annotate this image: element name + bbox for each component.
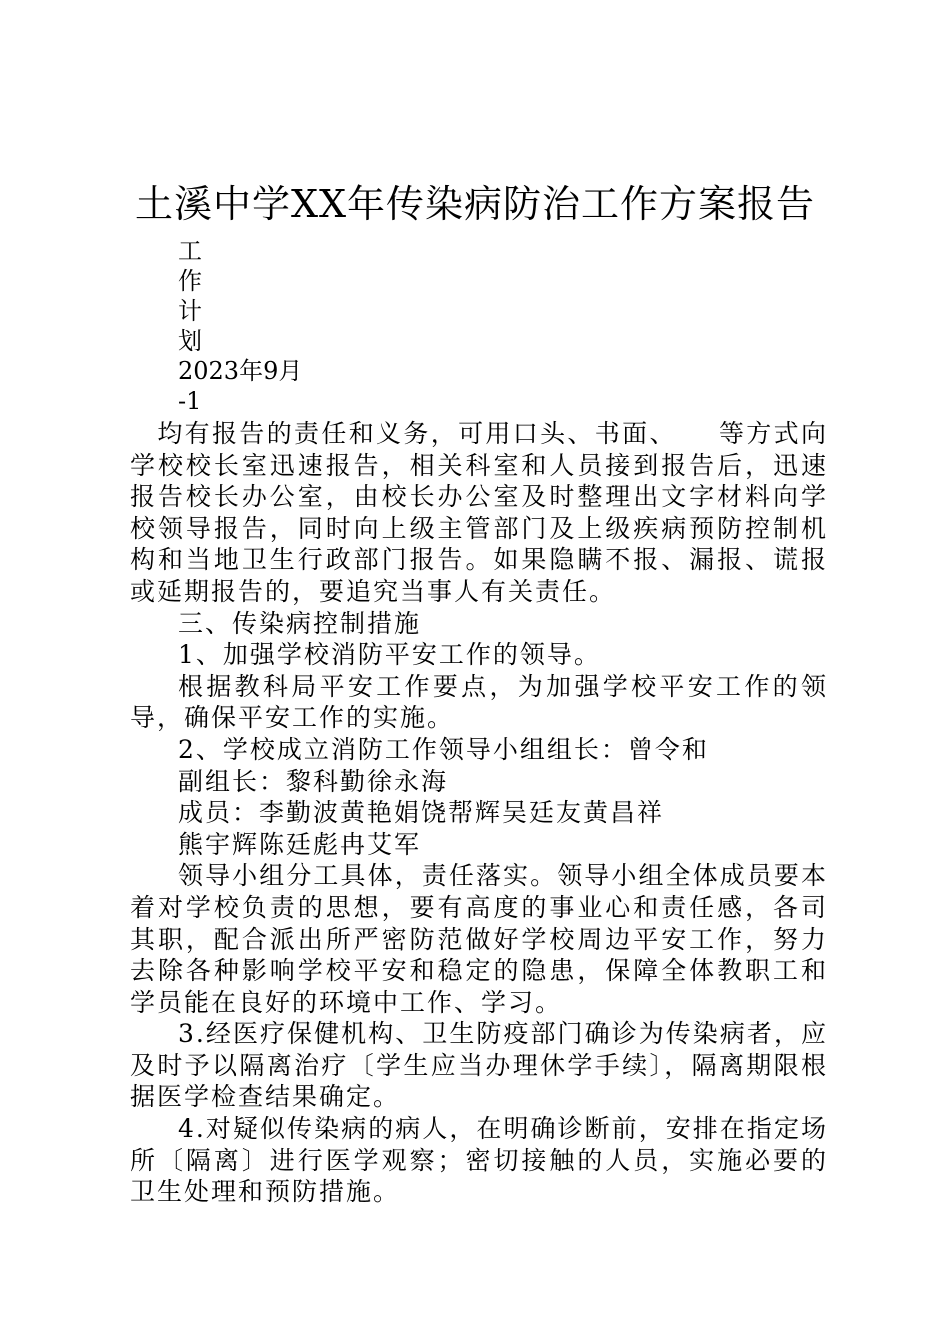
paragraph: 均有报告的责任和义务，可用口头、书面、 等方式向学校校长室迅速报告，相关科室和人员接到报告后，迅速报告校长办公室，由校长办公室及时整理出文字材料向学校领导报告，同时向上级主管部门及上级疾病预防控制机构和当地卫生行政部门报告。如果隐瞒不报、漏报、谎报或延期报告的，要追究当事人有关责任。: [130, 419, 828, 606]
paragraph: 熊宇辉陈廷彪冉艾军: [178, 829, 422, 859]
meta-line: 划: [178, 327, 202, 355]
section-heading: 三、传染病控制措施: [178, 608, 422, 638]
meta-line: 计: [178, 297, 202, 325]
document-title: 土溪中学XX年传染病防治工作方案报告: [134, 182, 816, 226]
paragraph: 领导小组分工具体，责任落实。领导小组全体成员要本着对学校负责的思想，要有高度的事业心和责任感，各司其职，配合派出所严密防范做好学校周边平安工作，努力去除各种影响学校平安和稳定的隐患，保障全体教职工和学员能在良好的环境中工作、学习。: [130, 861, 828, 1017]
meta-line: 作: [178, 267, 202, 295]
meta-date: 2023年9月: [178, 357, 303, 385]
meta-line: 工: [178, 237, 202, 265]
meta-page-number: -1: [178, 387, 202, 415]
meta-block: [178, 236, 302, 416]
document-body: [130, 418, 828, 1208]
paragraph: 2、学校成立消防工作领导小组组长：曾令和: [178, 734, 709, 764]
paragraph: 根据教科局平安工作要点，为加强学校平安工作的领导，确保平安工作的实施。: [130, 671, 828, 733]
paragraph: 3.经医疗保健机构、卫生防疫部门确诊为传染病者，应及时予以隔离治疗〔学生应当办理休学手续〕，隔离期限根据医学检查结果确定。: [130, 1019, 828, 1112]
paragraph: 成员：李勤波黄艳娟饶帮辉吴廷友黄昌祥: [178, 798, 665, 828]
paragraph: 1、加强学校消防平安工作的领导。: [178, 640, 601, 670]
paragraph: 副组长：黎科勤徐永海: [178, 766, 449, 796]
paragraph: 4.对疑似传染病的病人，在明确诊断前，安排在指定场所〔隔离〕进行医学观察；密切接触的人员，实施必要的卫生处理和预防措施。: [130, 1114, 828, 1207]
